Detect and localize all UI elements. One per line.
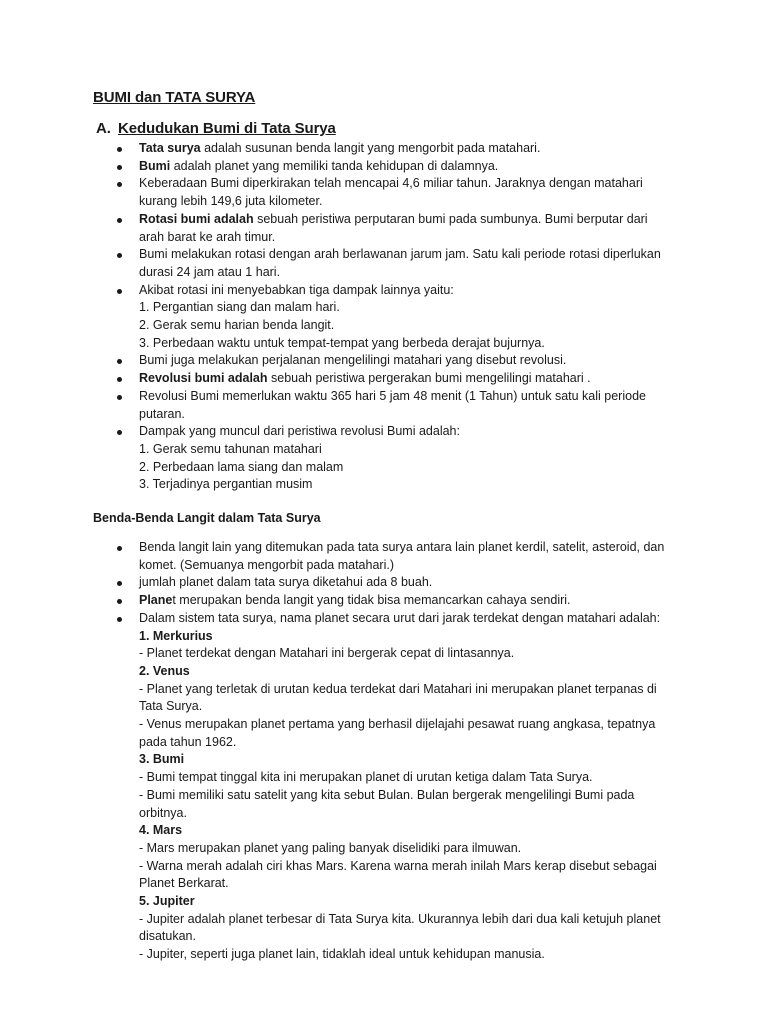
- sub-item: 2. Gerak semu harian benda langit.: [139, 318, 335, 333]
- item-text: Bumi juga melakukan perjalanan mengelilingi matahari yang disebut revolusi.: [139, 353, 567, 368]
- planet-name: 2. Venus: [139, 663, 190, 678]
- planet-name: 1. Merkurius: [139, 628, 213, 643]
- bold-term: Tata surya: [139, 141, 201, 155]
- list-item: [113, 352, 673, 370]
- document-title: BUMI dan TATA SURYA: [93, 89, 256, 106]
- sub-item: 2. Perbedaan lama siang dan malam: [139, 459, 344, 474]
- planet-note: - Bumi tempat tinggal kita ini merupakan planet di urutan ketiga dalam Tata Surya.: [139, 770, 593, 785]
- planet-note: - Warna merah adalah ciri khas Mars. Karena warna merah inilah Mars kerap disebut sebagai Planet Berkarat.: [139, 858, 657, 891]
- planet-note: - Jupiter, seperti juga planet lain, tidaklah ideal untuk kehidupan manusia.: [139, 947, 545, 962]
- bold-term: Bumi: [139, 158, 171, 173]
- item-text: Dalam sistem tata surya, nama planet secara urut dari jarak terdekat dengan matahari adalah:: [139, 610, 661, 625]
- planet-note: - Bumi memiliki satu satelit yang kita sebut Bulan. Bulan bergerak mengelilingi Bumi pada orbitnya.: [139, 787, 635, 820]
- item-text: Bumi melakukan rotasi dengan arah berlawanan jarum jam. Satu kali periode rotasi diperlukan durasi 24 jam atau 1 hari.: [139, 247, 661, 279]
- bold-term: Rotasi bumi adalah: [139, 211, 254, 226]
- list-item: [113, 175, 673, 210]
- list-item: [113, 282, 673, 353]
- planet-name: 3. Bumi: [139, 752, 185, 767]
- list-item: [113, 370, 673, 388]
- item-text: adalah planet yang memiliki tanda kehidupan di dalamnya.: [170, 158, 499, 173]
- list-item: [113, 246, 673, 281]
- list-item: [113, 574, 673, 592]
- planet-note: - Planet yang terletak di urutan kedua terdekat dari Matahari ini merupakan planet terpanas di Tata Surya.: [139, 681, 657, 714]
- section-a-heading: [96, 120, 336, 137]
- planet-name: 4. Mars: [139, 823, 183, 838]
- item-text: Benda langit lain yang ditemukan pada tata surya antara lain planet kerdil, satelit, asteroid, dan komet. (Semuanya mengorbit pada matahari.): [139, 540, 665, 572]
- planet-name: 5. Jupiter: [139, 894, 195, 909]
- item-text: jumlah planet dalam tata surya diketahui ada 8 buah.: [139, 575, 433, 590]
- planet-note: - Jupiter adalah planet terbesar di Tata Surya kita. Ukurannya lebih dari dua kali ketujuh planet disatukan.: [139, 911, 661, 944]
- planet-note: - Mars merupakan planet yang paling banyak diselidiki para ilmuwan.: [139, 840, 522, 855]
- list-item: [113, 610, 673, 964]
- sub-item: 3. Terjadinya pergantian musim: [139, 477, 313, 492]
- list-item: [113, 140, 673, 158]
- item-text: sebuah peristiwa pergerakan bumi mengelilingi matahari .: [267, 371, 591, 386]
- list-item: [113, 388, 673, 423]
- bold-term: Revolusi bumi adalah: [139, 371, 268, 386]
- section-b-list: [113, 539, 673, 964]
- list-item: [113, 539, 673, 574]
- list-item: [113, 423, 673, 494]
- section-a-list: [113, 140, 673, 494]
- list-item: [113, 211, 673, 246]
- section-a-title: Kedudukan Bumi di Tata Surya: [118, 120, 336, 137]
- item-text: Revolusi Bumi memerlukan waktu 365 hari 5 jam 48 menit (1 Tahun) untuk satu kali periode putaran.: [139, 388, 646, 421]
- sub-item: 1. Pergantian siang dan malam hari.: [139, 300, 340, 315]
- section-a-marker: A.: [96, 120, 111, 137]
- sub-item: 1. Gerak semu tahunan matahari: [139, 441, 322, 456]
- item-text: adalah susunan benda langit yang mengorbit pada matahari.: [200, 141, 541, 155]
- item-text: Dampak yang muncul dari peristiwa revolusi Bumi adalah:: [139, 424, 460, 439]
- sub-item: 3. Perbedaan waktu untuk tempat-tempat yang berbeda derajat bujurnya.: [139, 335, 545, 350]
- bold-term: Plane: [139, 593, 173, 608]
- section-b-heading: Benda-Benda Langit dalam Tata Surya: [93, 511, 321, 525]
- planet-note: - Venus merupakan planet pertama yang berhasil dijelajahi pesawat ruang angkasa, tepatnya pada tahun 1962.: [139, 717, 656, 749]
- item-text: sebuah peristiwa perputaran bumi pada sumbunya. Bumi berputar dari arah barat ke arah timur.: [139, 211, 648, 244]
- planet-note: - Planet terdekat dengan Matahari ini bergerak cepat di lintasannya.: [139, 646, 515, 661]
- list-item: [113, 158, 673, 176]
- item-text: Akibat rotasi ini menyebabkan tiga dampak lainnya yaitu:: [139, 282, 454, 297]
- list-item: [113, 592, 673, 610]
- item-text: t merupakan benda langit yang tidak bisa memancarkan cahaya sendiri.: [172, 593, 571, 608]
- item-text: Keberadaan Bumi diperkirakan telah mencapai 4,6 miliar tahun. Jaraknya dengan matahari kurang lebih 149,6 juta kilometer.: [139, 176, 643, 209]
